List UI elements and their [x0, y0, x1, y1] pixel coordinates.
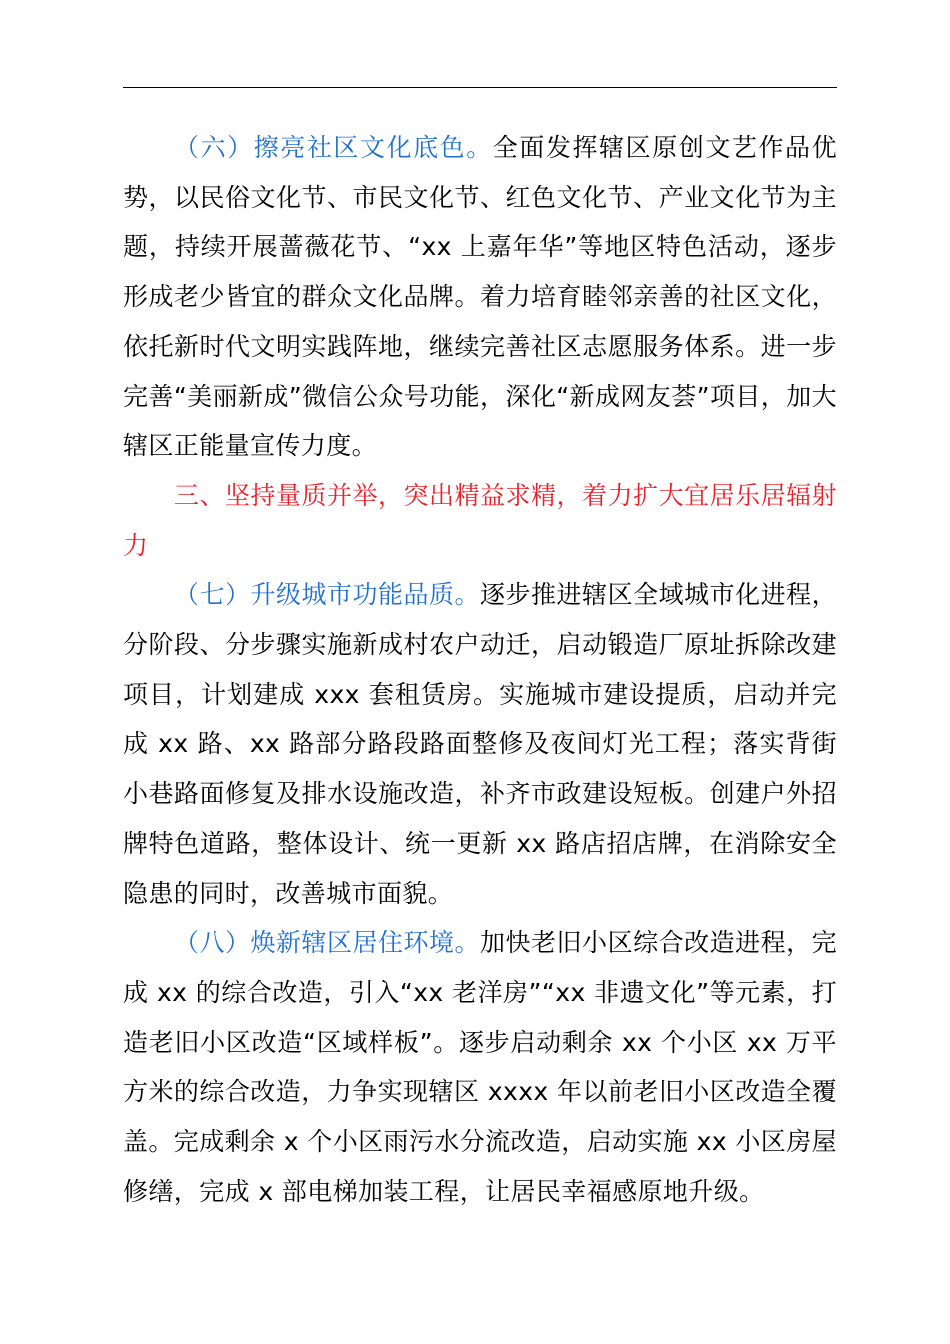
- section-title-three: 三、坚持量质并举，突出精益求精，着力扩大宜居乐居辐射力: [123, 480, 837, 560]
- paragraph-eight: [123, 918, 837, 1216]
- paragraph-seven-text: 逐步推进辖区全域城市化进程，分阶段、分步骤实施新成村农户动迁，启动锻造厂原址拆除改建项目，计划建成 xxx 套租赁房。实施城市建设提质，启动并完成 xx 路、xx 路部分路段路面整修及夜间灯光工程；落实背街小巷路面修复及排水设施改造，补齐市政建设短板。创建户外招牌特色道路，整体设计、统一更新 xx 路店招店牌，在消除安全隐患的同时，改善城市面貌。: [123, 580, 837, 908]
- header-rule: [123, 87, 837, 88]
- paragraph-six-text: 全面发挥辖区原创文艺作品优势，以民俗文化节、市民文化节、红色文化节、产业文化节为主题，持续开展蔷薇花节、“xx 上嘉年华”等地区特色活动，逐步形成老少皆宜的群众文化品牌。着力培育睦邻亲善的社区文化，依托新时代文明实践阵地，继续完善社区志愿服务体系。进一步完善“美丽新成”微信公众号功能，深化“新成网友荟”项目，加大辖区正能量宣传力度。: [123, 133, 837, 461]
- document-body: [123, 123, 837, 1216]
- paragraph-eight-text: 加快老旧小区综合改造进程，完成 xx 的综合改造，引入“xx 老洋房”“xx 非遗文化”等元素，打造老旧小区改造“区域样板”。逐步启动剩余 xx 个小区 xx 万平方米的综合改造，力争实现辖区 xxxx 年以前老旧小区改造全覆盖。完成剩余 x 个小区雨污水分流改造，启动实施 xx 小区房屋修缮，完成 x 部电梯加装工程，让居民幸福感原地升级。: [123, 928, 837, 1206]
- heading-eight: （八）焕新辖区居住环境。: [174, 928, 481, 958]
- heading-six: （六）擦亮社区文化底色。: [174, 133, 493, 162]
- paragraph-seven: [123, 570, 837, 918]
- heading-seven: （七）升级城市功能品质。: [174, 580, 481, 610]
- paragraph-six: [123, 123, 837, 471]
